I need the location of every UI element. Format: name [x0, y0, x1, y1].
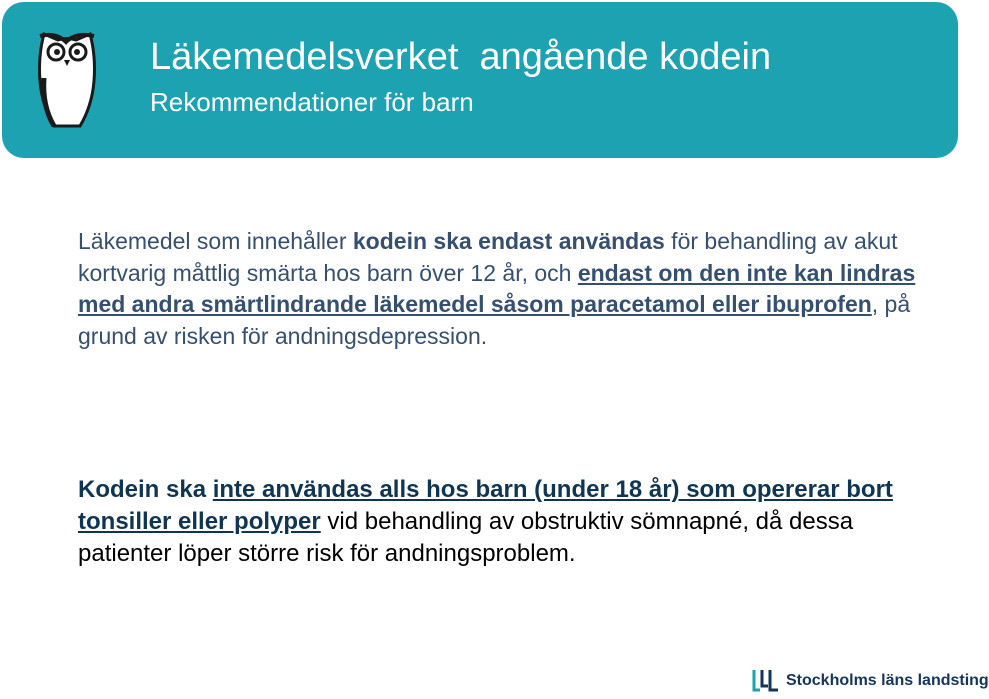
paragraph1-bold: kodein ska endast användas	[352, 228, 665, 254]
sll-logo-text: Stockholms läns landsting	[786, 672, 989, 689]
paragraph1-text: Läkemedel som innehåller	[78, 228, 353, 254]
sll-logo-icon	[752, 668, 780, 694]
paragraph1-text: , på grund av risken för andningsdepression.	[78, 291, 911, 349]
paragraph-recommendation	[78, 226, 938, 352]
paragraph-contraindication	[78, 474, 938, 570]
paragraph1-text: för behandling av akut kortvarig måttlig smärta hos barn över 12 år, och	[78, 228, 898, 286]
page-subtitle: Rekommendationer för barn	[150, 87, 474, 117]
paragraph1-bold-underlined: endast om den inte kan lindras med andra smärtlindrande läkemedel såsom paracetamol eller ibuprofen	[78, 259, 916, 317]
page-title: Läkemedelsverket angående kodein	[150, 36, 772, 78]
header-banner	[2, 2, 958, 158]
paragraph2-text: vid behandling av obstruktiv sömnapné, då dessa patienter löper större risk för andningsproblem.	[78, 508, 854, 567]
paragraph2-bold: Kodein ska	[78, 476, 213, 503]
owl-logo-icon	[36, 26, 98, 132]
paragraph2-bold-underlined: inte användas alls hos barn (under 18 år) som opererar bort tonsiller eller polyper	[78, 476, 893, 535]
